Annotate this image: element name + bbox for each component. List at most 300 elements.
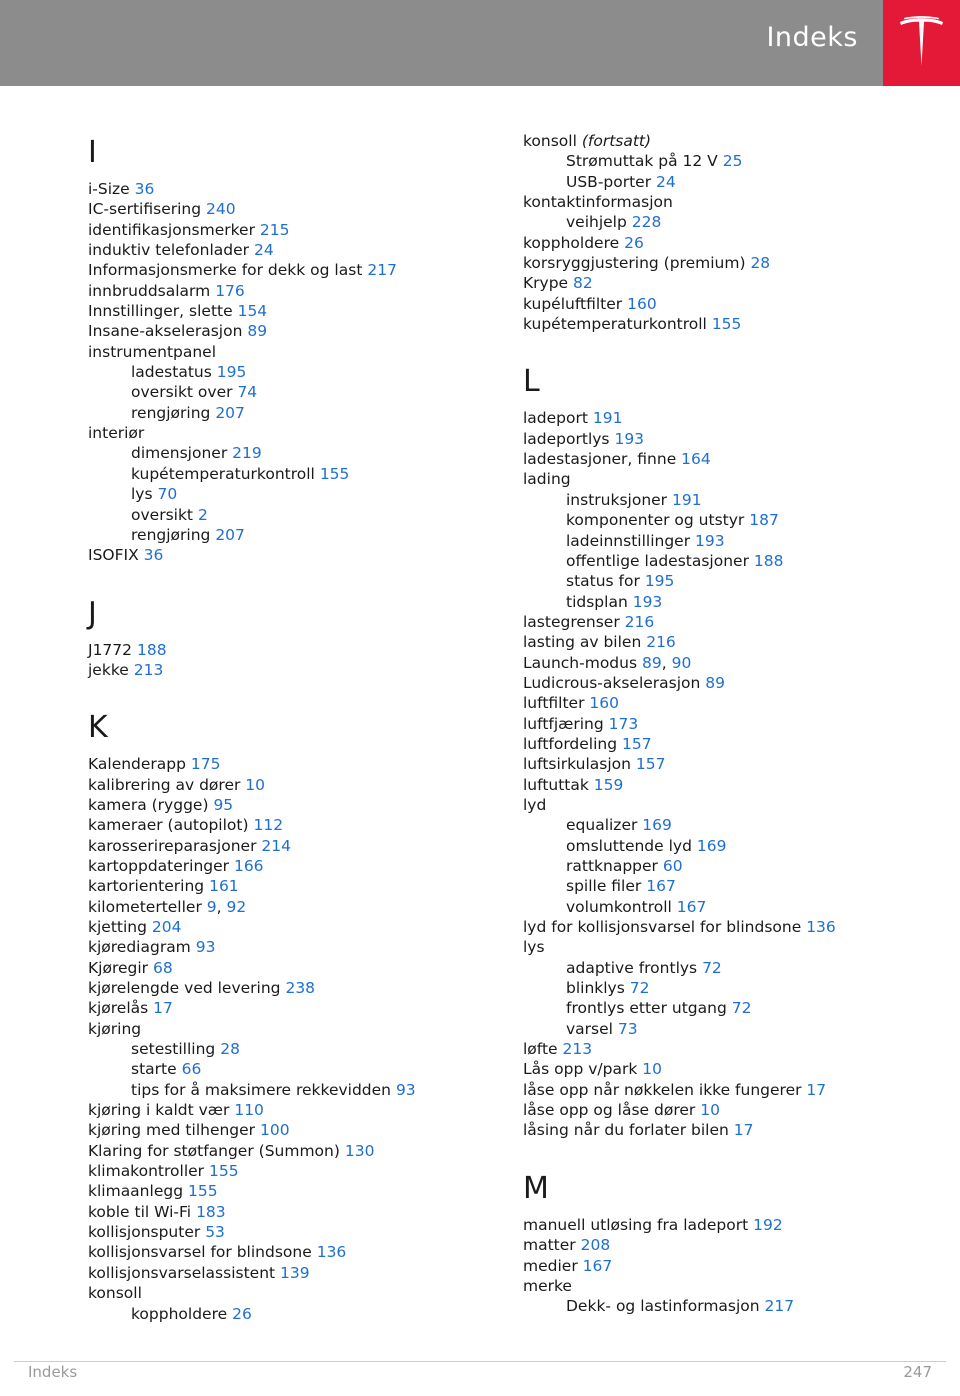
page-link[interactable]: 26 bbox=[624, 233, 644, 252]
index-entry bbox=[88, 1202, 498, 1222]
entry-term: klimaanlegg bbox=[88, 1182, 184, 1201]
entry-term: instrumentpanel bbox=[88, 342, 217, 361]
index-entry bbox=[523, 754, 943, 774]
index-subentry bbox=[523, 998, 943, 1018]
page-link[interactable]: 72 bbox=[702, 958, 722, 977]
index-entry bbox=[88, 545, 498, 565]
entry-term: varsel bbox=[566, 1019, 613, 1038]
page-link[interactable]: 166 bbox=[233, 856, 264, 875]
entry-term: kupétemperaturkontroll bbox=[523, 315, 707, 334]
page-link[interactable]: 28 bbox=[220, 1040, 240, 1059]
page-link[interactable]: 53 bbox=[205, 1223, 225, 1242]
index-entry bbox=[88, 342, 498, 362]
entry-term: innbruddsalarm bbox=[88, 281, 211, 300]
index-entry bbox=[88, 775, 498, 795]
brand-logo bbox=[883, 0, 960, 86]
page-link[interactable]: 193 bbox=[695, 531, 725, 550]
index-subentry bbox=[88, 403, 498, 423]
page-link[interactable]: 36 bbox=[134, 180, 155, 198]
page-link[interactable]: 82 bbox=[573, 274, 593, 293]
index-entry bbox=[523, 233, 943, 253]
entry-term: status for bbox=[566, 572, 640, 591]
index-subentry bbox=[88, 505, 498, 525]
entry-term: Launch-modus bbox=[523, 653, 638, 672]
entry-term: equalizer bbox=[566, 816, 638, 835]
page-link[interactable]: 89 bbox=[247, 322, 268, 341]
page-link[interactable]: 159 bbox=[593, 775, 624, 794]
index-subentry bbox=[523, 531, 943, 551]
tesla-t-logo-icon bbox=[898, 16, 945, 68]
page-link[interactable]: 160 bbox=[627, 294, 657, 313]
page-link[interactable]: 191 bbox=[672, 490, 702, 509]
entry-term: kamera (rygge) bbox=[88, 795, 209, 814]
footer-page-number: 247 bbox=[903, 1363, 932, 1381]
page-link[interactable]: 28 bbox=[750, 254, 771, 273]
index-subentry bbox=[523, 1296, 943, 1316]
index-subentry bbox=[523, 1019, 943, 1039]
entry-term: offentlige ladestasjoner bbox=[566, 551, 749, 570]
page-link[interactable]: 112 bbox=[253, 816, 284, 835]
index-subentry bbox=[88, 484, 498, 504]
index-subentry bbox=[523, 958, 943, 978]
index-subentry bbox=[523, 571, 943, 591]
index-entry bbox=[523, 1235, 943, 1255]
page-link[interactable]: 167 bbox=[582, 1256, 613, 1275]
page-link[interactable]: 167 bbox=[646, 877, 676, 896]
index-entry bbox=[523, 1039, 943, 1059]
page-link[interactable]: 213 bbox=[133, 660, 164, 679]
index-entry bbox=[88, 998, 498, 1018]
page-link[interactable]: 214 bbox=[261, 836, 291, 855]
page-link[interactable]: 169 bbox=[642, 816, 672, 835]
index-entry bbox=[88, 1242, 498, 1262]
index-subentry bbox=[88, 1039, 498, 1059]
page-link[interactable]: 74 bbox=[237, 383, 258, 402]
index-subentry bbox=[523, 978, 943, 998]
index-entry bbox=[88, 240, 498, 260]
page-link[interactable]: 136 bbox=[316, 1243, 347, 1262]
page-link[interactable]: 191 bbox=[592, 409, 623, 428]
entry-term: Lås opp v/park bbox=[523, 1060, 638, 1079]
entry-term: lys bbox=[131, 485, 153, 504]
entry-term: ladeinnstillinger bbox=[566, 531, 691, 550]
entry-term: løfte bbox=[523, 1040, 558, 1059]
page-link[interactable]: 188 bbox=[136, 640, 167, 659]
entry-term: IC-sertifisering bbox=[88, 200, 202, 219]
index-entry bbox=[523, 1256, 943, 1276]
index-entry bbox=[88, 199, 498, 219]
page-link[interactable]: 110 bbox=[234, 1101, 264, 1120]
entry-term: luftfordeling bbox=[523, 734, 618, 753]
index-column-right bbox=[523, 131, 943, 1317]
index-entry bbox=[88, 179, 498, 199]
index-entry bbox=[523, 408, 943, 428]
index-subentry bbox=[523, 490, 943, 510]
page-link[interactable]: 2 bbox=[197, 505, 208, 524]
entry-term: Innstillinger, slette bbox=[88, 302, 233, 321]
page-link[interactable]: 100 bbox=[260, 1121, 290, 1140]
page-link[interactable]: 72 bbox=[629, 979, 650, 998]
entry-term: matter bbox=[523, 1236, 576, 1255]
entry-term: kollisjonsvarselassistent bbox=[88, 1263, 276, 1282]
index-entry bbox=[523, 1120, 943, 1140]
entry-term: rattknapper bbox=[566, 857, 658, 875]
index-column-left bbox=[88, 131, 498, 1324]
page-link[interactable]: 215 bbox=[259, 220, 290, 239]
entry-term: korsryggjustering (premium) bbox=[523, 254, 746, 273]
index-entry bbox=[88, 836, 498, 856]
page-link[interactable]: 68 bbox=[152, 958, 173, 977]
page-link[interactable]: 195 bbox=[644, 572, 675, 591]
index-entry bbox=[88, 937, 498, 957]
entry-term: lasting av bilen bbox=[523, 633, 642, 652]
page-link[interactable]: 90 bbox=[671, 653, 692, 672]
header-title: Indeks bbox=[766, 22, 858, 53]
entry-term: luftsirkulasjon bbox=[523, 755, 631, 774]
page-link[interactable]: 25 bbox=[722, 152, 743, 171]
page-link[interactable]: 207 bbox=[215, 403, 245, 422]
page-link[interactable]: 207 bbox=[215, 525, 245, 544]
page-link[interactable]: 36 bbox=[143, 546, 164, 565]
index-letter-heading: M bbox=[523, 1170, 549, 1206]
entry-term: veihjelp bbox=[566, 213, 627, 232]
entry-term: karosserireparasjoner bbox=[88, 836, 257, 855]
index-subentry bbox=[523, 815, 943, 835]
page-link[interactable]: 73 bbox=[617, 1019, 638, 1038]
page-link[interactable]: 10 bbox=[700, 1101, 720, 1120]
index-entry bbox=[88, 281, 498, 301]
page-link[interactable]: 167 bbox=[676, 897, 707, 916]
page-link[interactable]: 169 bbox=[696, 836, 727, 855]
index-subentry bbox=[523, 592, 943, 612]
index-entry bbox=[523, 294, 943, 314]
page-link[interactable]: 217 bbox=[367, 261, 397, 280]
index-subentry bbox=[523, 151, 943, 171]
index-entry bbox=[88, 1222, 498, 1242]
index-entry bbox=[523, 775, 943, 795]
index-entry bbox=[88, 660, 498, 680]
entry-term: luftfjæring bbox=[523, 714, 604, 733]
page-link[interactable]: 17 bbox=[733, 1121, 754, 1140]
index-entry bbox=[523, 1100, 943, 1120]
index-entry bbox=[88, 1100, 498, 1120]
entry-term: Kjøregir bbox=[88, 958, 149, 977]
page-link[interactable]: 195 bbox=[216, 363, 247, 382]
page-link[interactable]: 219 bbox=[232, 444, 262, 463]
entry-term: lyd bbox=[523, 795, 547, 814]
index-entry bbox=[523, 429, 943, 449]
index-letter-heading: K bbox=[88, 710, 108, 746]
entry-term: omsluttende lyd bbox=[566, 836, 692, 855]
index-entry bbox=[88, 958, 498, 978]
page-link[interactable]: 93 bbox=[195, 938, 216, 957]
page-link[interactable]: 70 bbox=[157, 485, 178, 504]
page-link[interactable]: 157 bbox=[622, 734, 652, 753]
page-link[interactable]: 175 bbox=[190, 755, 221, 774]
entry-term: konsoll bbox=[523, 132, 577, 150]
entry-term: medier bbox=[523, 1256, 578, 1275]
entry-term: kartorientering bbox=[88, 877, 205, 896]
index-entry bbox=[523, 714, 943, 734]
entry-term: oversikt bbox=[131, 505, 193, 524]
index-entry bbox=[88, 220, 498, 240]
entry-term: spille filer bbox=[566, 877, 642, 896]
entry-term: ladestatus bbox=[131, 363, 212, 382]
index-entry bbox=[88, 754, 498, 774]
entry-term: kjørelengde ved levering bbox=[88, 979, 281, 997]
entry-term: luftfilter bbox=[523, 694, 585, 713]
page-link[interactable]: 187 bbox=[749, 511, 779, 530]
page-link[interactable]: 10 bbox=[245, 775, 266, 794]
page-link[interactable]: 10 bbox=[642, 1060, 662, 1079]
index-entry bbox=[88, 876, 498, 896]
page-link[interactable]: 192 bbox=[753, 1215, 783, 1234]
index-entry bbox=[88, 321, 498, 341]
entry-term: koppholdere bbox=[523, 233, 620, 252]
entry-term: i-Size bbox=[88, 180, 130, 198]
index-entry bbox=[523, 673, 943, 693]
page-link[interactable]: 164 bbox=[681, 450, 711, 469]
index-entry bbox=[88, 1263, 498, 1283]
index-subentry bbox=[88, 464, 498, 484]
entry-term: merke bbox=[523, 1276, 572, 1295]
index-entry bbox=[88, 1161, 498, 1181]
entry-term: låse opp når nøkkelen ikke fungerer bbox=[523, 1080, 802, 1099]
index-entry bbox=[523, 1215, 943, 1235]
page-link[interactable]: 17 bbox=[806, 1080, 827, 1099]
index-subentry bbox=[523, 897, 943, 917]
index-entry bbox=[523, 131, 943, 151]
entry-term: interiør bbox=[88, 424, 145, 443]
entry-term: starte bbox=[131, 1060, 177, 1079]
entry-continued-note: (fortsatt) bbox=[581, 132, 652, 150]
entry-term: kupétemperaturkontroll bbox=[131, 464, 315, 483]
page-link[interactable]: 238 bbox=[285, 979, 316, 997]
page-link[interactable]: 24 bbox=[656, 172, 676, 191]
index-entry bbox=[523, 917, 943, 937]
index-entry bbox=[88, 1181, 498, 1201]
entry-term: kollisjonsvarsel for blindsone bbox=[88, 1243, 312, 1262]
index-subentry bbox=[523, 876, 943, 896]
page-link[interactable]: 176 bbox=[215, 281, 245, 300]
index-entry bbox=[88, 795, 498, 815]
entry-term: kjørediagram bbox=[88, 938, 191, 957]
entry-term: låsing når du forlater bilen bbox=[523, 1121, 729, 1140]
entry-term: klimakontroller bbox=[88, 1162, 205, 1181]
entry-term: setestilling bbox=[131, 1040, 216, 1059]
entry-term: lastegrenser bbox=[523, 612, 620, 631]
index-entry bbox=[523, 253, 943, 273]
index-subentry bbox=[88, 443, 498, 463]
entry-term: rengjøring bbox=[131, 403, 211, 422]
index-subentry bbox=[88, 362, 498, 382]
page-link[interactable]: 228 bbox=[631, 213, 662, 232]
entry-term: Ludicrous-akselerasjon bbox=[523, 673, 701, 692]
index-entry bbox=[523, 632, 943, 652]
page-link[interactable]: 60 bbox=[662, 857, 683, 875]
index-entry bbox=[523, 612, 943, 632]
entry-term: instruksjoner bbox=[566, 490, 668, 509]
entry-term: USB-porter bbox=[566, 172, 652, 191]
entry-term: komponenter og utstyr bbox=[566, 511, 745, 530]
index-entry: kilometerteller 9, 92 bbox=[88, 897, 247, 916]
index-entry bbox=[88, 423, 498, 443]
page-link[interactable]: 154 bbox=[237, 302, 268, 321]
entry-term: konsoll bbox=[88, 1284, 142, 1303]
footer-divider bbox=[14, 1361, 946, 1362]
index-subentry bbox=[88, 525, 498, 545]
entry-term: kupéluftfilter bbox=[523, 294, 623, 313]
entry-term: lyd for kollisjonsvarsel for blindsone bbox=[523, 918, 802, 937]
page-link[interactable]: 204 bbox=[151, 917, 182, 936]
index-subentry bbox=[523, 551, 943, 571]
page-link[interactable]: 24 bbox=[253, 241, 274, 260]
page-link[interactable]: 95 bbox=[213, 795, 234, 814]
index-entry bbox=[523, 314, 943, 334]
entry-term: lading bbox=[523, 470, 571, 489]
page-link[interactable]: 216 bbox=[646, 633, 676, 652]
index-entry bbox=[88, 856, 498, 876]
page-link[interactable]: 130 bbox=[344, 1141, 375, 1160]
index-subentry bbox=[523, 510, 943, 530]
entry-term: oversikt over bbox=[131, 383, 233, 402]
page-link[interactable]: 72 bbox=[731, 999, 752, 1018]
index-subentry bbox=[523, 172, 943, 192]
entry-term: identifikasjonsmerker bbox=[88, 220, 255, 239]
entry-term: dimensjoner bbox=[131, 444, 228, 463]
entry-term: ladeportlys bbox=[523, 429, 610, 448]
entry-term: kjøring bbox=[88, 1019, 142, 1038]
entry-term: ladestasjoner, finne bbox=[523, 450, 677, 469]
entry-term: kjøring i kaldt vær bbox=[88, 1101, 230, 1120]
entry-term: tips for å maksimere rekkevidden bbox=[131, 1080, 391, 1099]
page-link[interactable]: 193 bbox=[632, 592, 663, 611]
index-subentry bbox=[88, 1059, 498, 1079]
page-link[interactable]: 216 bbox=[624, 612, 655, 631]
index-entry bbox=[88, 1283, 498, 1303]
index-entry bbox=[523, 693, 943, 713]
entry-term: J1772 bbox=[88, 640, 133, 659]
index-entry bbox=[523, 449, 943, 469]
index-subentry bbox=[523, 856, 943, 876]
page-link[interactable]: 93 bbox=[395, 1080, 416, 1099]
index-entry bbox=[523, 469, 943, 489]
entry-term: Informasjonsmerke for dekk og last bbox=[88, 261, 363, 280]
entry-term: ladeport bbox=[523, 409, 588, 428]
footer-section-label: Indeks bbox=[28, 1363, 78, 1381]
entry-term: Insane-akselerasjon bbox=[88, 322, 243, 341]
entry-term: tidsplan bbox=[566, 592, 628, 611]
entry-term: adaptive frontlys bbox=[566, 958, 698, 977]
entry-term: Kalenderapp bbox=[88, 755, 186, 774]
entry-term: kartoppdateringer bbox=[88, 856, 230, 875]
entry-term: låse opp og låse dører bbox=[523, 1101, 696, 1120]
page-link[interactable]: 160 bbox=[589, 694, 619, 713]
page-link[interactable]: 9 bbox=[206, 897, 217, 916]
page-link[interactable]: 240 bbox=[206, 200, 236, 219]
entry-term: lys bbox=[523, 938, 545, 957]
page-link[interactable]: 136 bbox=[806, 918, 836, 937]
entry-term: kjørelås bbox=[88, 999, 149, 1018]
page-link[interactable]: 155 bbox=[319, 464, 350, 483]
index-letter-heading: L bbox=[523, 364, 540, 400]
page-link[interactable]: 208 bbox=[580, 1236, 611, 1255]
entry-term: kalibrering av dører bbox=[88, 775, 241, 794]
entry-term: volumkontroll bbox=[566, 897, 672, 916]
index-entry bbox=[523, 192, 943, 212]
page-link[interactable]: 217 bbox=[764, 1297, 795, 1316]
index-entry bbox=[523, 1276, 943, 1296]
index-subentry bbox=[88, 1080, 498, 1100]
page-link[interactable]: 155 bbox=[208, 1162, 239, 1181]
entry-term: Krype bbox=[523, 274, 569, 293]
page-link[interactable]: 173 bbox=[608, 714, 639, 733]
index-entry bbox=[88, 260, 498, 280]
entry-term: kilometerteller bbox=[88, 897, 202, 916]
page-link[interactable]: 157 bbox=[635, 755, 666, 774]
entry-term: ISOFIX bbox=[88, 546, 139, 565]
index-entry bbox=[88, 1141, 498, 1161]
index-entry bbox=[88, 301, 498, 321]
entry-term: blinklys bbox=[566, 979, 625, 998]
index-entry bbox=[523, 1080, 943, 1100]
index-entry bbox=[523, 937, 943, 957]
entry-term: koble til Wi-Fi bbox=[88, 1202, 192, 1221]
page-link[interactable]: 188 bbox=[753, 551, 784, 570]
page-link[interactable]: 139 bbox=[280, 1263, 310, 1282]
page-link[interactable]: 155 bbox=[711, 315, 742, 334]
index-entry: Launch-modus 89, 90 bbox=[523, 653, 692, 672]
entry-term: kontaktinformasjon bbox=[523, 193, 673, 212]
index-letter-heading: I bbox=[88, 135, 97, 170]
page-link[interactable]: 213 bbox=[562, 1040, 593, 1059]
index-entry bbox=[88, 640, 498, 660]
page-link[interactable]: 193 bbox=[614, 429, 645, 448]
page-link[interactable]: 155 bbox=[187, 1182, 218, 1201]
entry-term: kjøring med tilhenger bbox=[88, 1121, 256, 1140]
index-entry bbox=[88, 917, 498, 937]
entry-term: jekke bbox=[88, 660, 129, 679]
index-subentry bbox=[523, 212, 943, 232]
page-link[interactable]: 89 bbox=[641, 653, 662, 672]
index-entry bbox=[523, 734, 943, 754]
entry-term: kjetting bbox=[88, 917, 147, 936]
index-entry bbox=[88, 815, 498, 835]
entry-term: kollisjonsputer bbox=[88, 1223, 201, 1242]
index-letter-heading: J bbox=[88, 595, 97, 631]
entry-term: frontlys etter utgang bbox=[566, 999, 727, 1018]
index-entry bbox=[523, 1059, 943, 1079]
index-entry bbox=[88, 1019, 498, 1039]
entry-term: induktiv telefonlader bbox=[88, 241, 250, 260]
index-subentry bbox=[88, 1304, 498, 1324]
index-subentry bbox=[523, 836, 943, 856]
index-entry bbox=[88, 1120, 498, 1140]
page-link[interactable]: 66 bbox=[181, 1060, 202, 1079]
entry-term: Strømuttak på 12 V bbox=[566, 152, 718, 171]
page-link[interactable]: 89 bbox=[705, 673, 726, 692]
page-link[interactable]: 92 bbox=[226, 897, 247, 916]
entry-term: luftuttak bbox=[523, 775, 589, 794]
page-link[interactable]: 183 bbox=[196, 1202, 226, 1221]
index-entry bbox=[88, 978, 498, 998]
entry-term: manuell utløsing fra ladeport bbox=[523, 1215, 749, 1234]
entry-term: Klaring for støtfanger (Summon) bbox=[88, 1141, 340, 1160]
page-link[interactable]: 161 bbox=[209, 877, 239, 896]
page-link[interactable]: 17 bbox=[153, 999, 173, 1018]
page-link[interactable]: 26 bbox=[232, 1304, 252, 1323]
index-entry bbox=[523, 273, 943, 293]
